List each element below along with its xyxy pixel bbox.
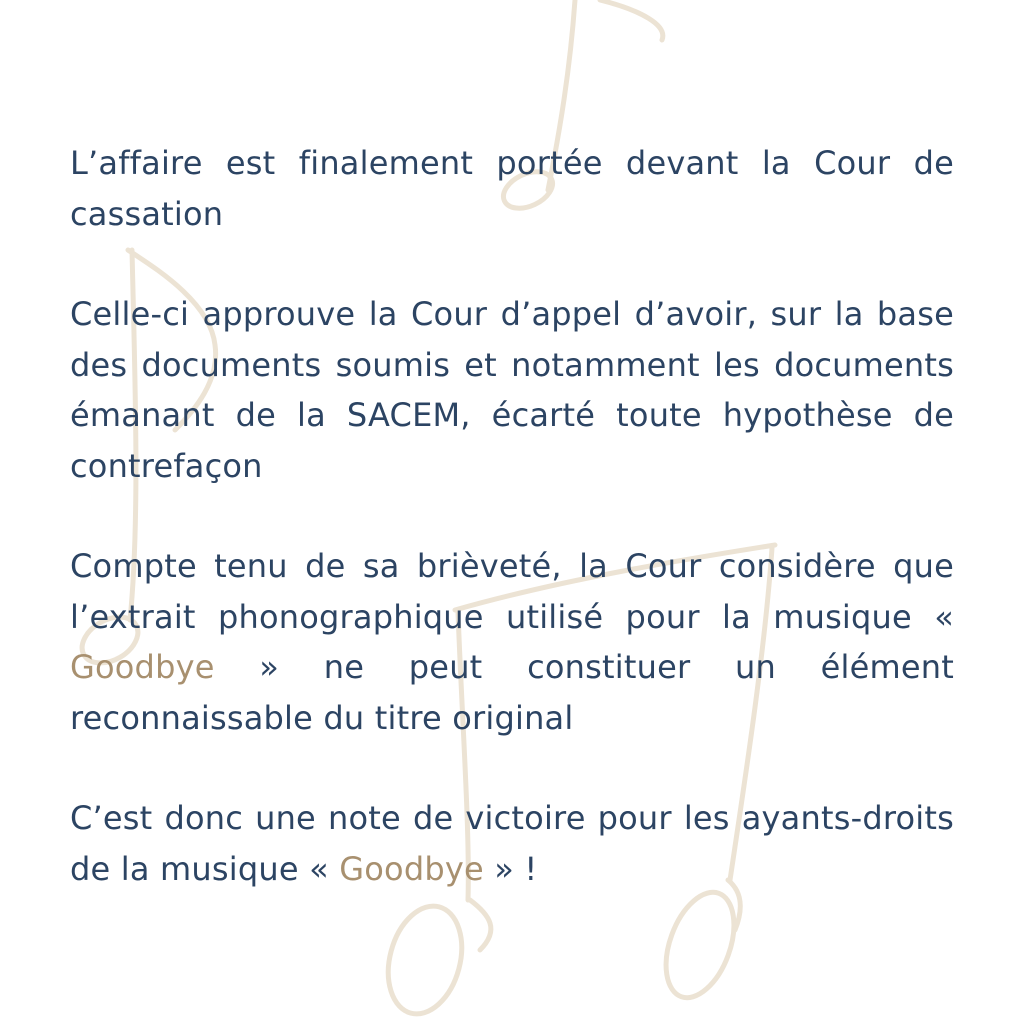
article-body: [70, 138, 954, 944]
paragraph-3: [70, 541, 954, 743]
paragraph-3-text-after: » ne peut constituer un élément reconnaissable du titre original: [70, 648, 955, 737]
paragraph-1-text: L’affaire est finalement portée devant la Cour de cassation: [70, 144, 954, 233]
highlight-goodbye-2: Goodbye: [339, 849, 484, 888]
highlight-goodbye: Goodbye: [70, 648, 215, 686]
paragraph-4: [70, 793, 954, 894]
paragraph-1: [70, 138, 954, 239]
paragraph-4-text-after: » !: [494, 849, 538, 888]
paragraph-4-text-before: C’est donc une note de victoire pour les ayants-droits de la musique «: [70, 799, 954, 888]
paragraph-2: [70, 289, 954, 491]
paragraph-2-text: Celle-ci approuve la Cour d’appel d’avoir, sur la base des documents soumis et notamment les documents émanant de la SACEM, écarté toute hypothèse de contrefaçon: [70, 295, 954, 485]
paragraph-3-text-before: Compte tenu de sa brièveté, la Cour considère que l’extrait phonographique utilisé pour la musique «: [70, 547, 954, 636]
